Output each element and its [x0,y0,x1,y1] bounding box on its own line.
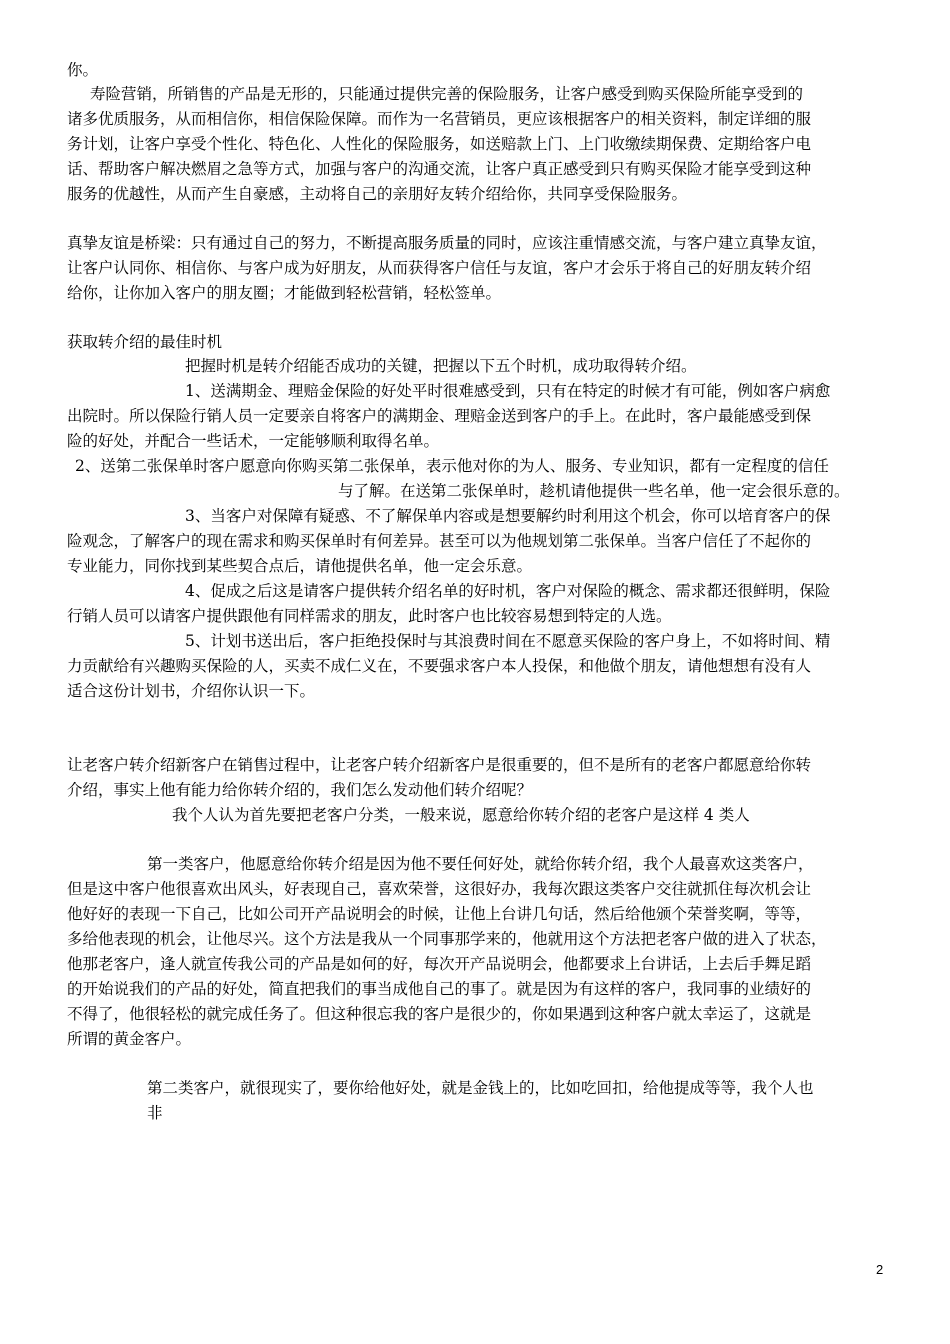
section-heading: 获取转介绍的最佳时机 [67,333,223,351]
text-line: 险观念，了解客户的现在需求和购买保单时有何差异。甚至可以为他规划第二张保单。当客户信任了不起你的 [67,532,812,550]
text-line: 务计划，让客户享受个性化、特色化、人性化的保险服务，如送赔款上门、上门收缴续期保费、定期给客户电 [67,135,812,153]
text-line: 话、帮助客户解决燃眉之急等方式，加强与客户的沟通交流，让客户真正感受到只有购买保险才能享受到这种 [67,160,812,178]
text-line: 4、促成之后这是请客户提供转介绍名单的好时机，客户对保险的概念、需求都还很鲜明，保险 [185,582,831,600]
text-line: 把握时机是转介绍能否成功的关键，把握以下五个时机，成功取得转介绍。 [185,357,697,375]
text-line: 3、当客户对保障有疑惑、不了解保单内容或是想要解约时利用这个机会，你可以培育客户的保 [185,507,831,525]
text-line: 适合这份计划书，介绍你认识一下。 [67,682,316,700]
text-line: 险的好处，并配合一些话术，一定能够顺利取得名单。 [67,432,440,450]
page-number: 2 [876,1262,884,1277]
text-line: 所谓的黄金客户。 [67,1030,192,1048]
text-line: 的开始说我们的产品的好处，简直把我们的事当成他自己的事了。就是因为有这样的客户，我同事的业绩好的 [67,980,812,998]
text-line: 2、送第二张保单时客户愿意向你购买第二张保单，表示他对你的为人、服务、专业知识，都有一定程度的信任 [75,457,829,475]
text-line: 服务的优越性，从而产生自豪感，主动将自己的亲朋好友转介绍给你，共同享受保险服务。 [67,185,688,203]
text-line: 非 [147,1104,163,1122]
text-line: 真挚友谊是桥梁：只有通过自己的努力，不断提高服务质量的同时，应该注重情感交流，与客户建立真挚友谊， [67,234,827,252]
text-line: 我个人认为首先要把老客户分类，一般来说，愿意给你转介绍的老客户是这样 4 类人 [172,806,750,824]
text-line: 让客户认同你、相信你、与客户成为好朋友，从而获得客户信任与友谊，客户才会乐于将自己的好朋友转介绍 [67,259,812,277]
text-line: 第二类客户，就很现实了，要你给他好处，就是金钱上的，比如吃回扣，给他提成等等，我个人也 [147,1079,814,1097]
text-line: 多给他表现的机会，让他尽兴。这个方法是我从一个同事那学来的，他就用这个方法把老客户做的进入了状态， [67,930,827,948]
text-line: 力贡献给有兴趣购买保险的人，买卖不成仁义在，不要强求客户本人投保，和他做个朋友，请他想想有没有人 [67,657,812,675]
text-line: 让老客户转介绍新客户在销售过程中，让老客户转介绍新客户是很重要的，但不是所有的老客户都愿意给你转 [67,756,812,774]
text-line: 诸多优质服务，从而相信你，相信保险保障。而作为一名营销员，更应该根据客户的相关资料，制定详细的服 [67,110,812,128]
text-line: 给你，让你加入客户的朋友圈；才能做到轻松营销，轻松签单。 [67,284,502,302]
text-line: 但是这中客户他很喜欢出风头，好表现自己，喜欢荣誉，这很好办，我每次跟这类客户交往就抓住每次机会让 [67,880,812,898]
text-line: 1、送满期金、理赔金保险的好处平时很难感受到，只有在特定的时候才有可能，例如客户病愈 [185,382,831,400]
text-line: 寿险营销，所销售的产品是无形的，只能通过提供完善的保险服务，让客户感受到购买保险所能享受到的 [90,85,804,103]
text-line: 你。 [67,61,99,79]
text-line: 第一类客户，他愿意给你转介绍是因为他不要任何好处，就给你转介绍，我个人最喜欢这类客户， [147,855,814,873]
text-line: 5、计划书送出后，客户拒绝投保时与其浪费时间在不愿意买保险的客户身上，不如将时间、精 [185,632,831,650]
text-line: 不得了，他很轻松的就完成任务了。但这种很忘我的客户是很少的，你如果遇到这种客户就太幸运了，这就是 [67,1005,812,1023]
text-line: 与了解。在送第二张保单时，趁机请他提供一些名单，他一定会很乐意的。 [338,482,850,500]
text-line: 介绍，事实上他有能力给你转介绍的，我们怎么发动他们转介绍呢？ [67,781,533,799]
text-line: 行销人员可以请客户提供跟他有同样需求的朋友，此时客户也比较容易想到特定的人选。 [67,607,672,625]
text-line: 专业能力，同你找到某些契合点后，请他提供名单，他一定会乐意。 [67,557,533,575]
text-line: 他那老客户，逢人就宣传我公司的产品是如何的好，每次开产品说明会，他都要求上台讲话，上去后手舞足蹈 [67,955,812,973]
text-line: 出院时。所以保险行销人员一定要亲自将客户的满期金、理赔金送到客户的手上。在此时，客户最能感受到保 [67,407,812,425]
text-line: 他好好的表现一下自己，比如公司开产品说明会的时候，让他上台讲几句话，然后给他颁个荣誉奖啊，等等， [67,905,812,923]
